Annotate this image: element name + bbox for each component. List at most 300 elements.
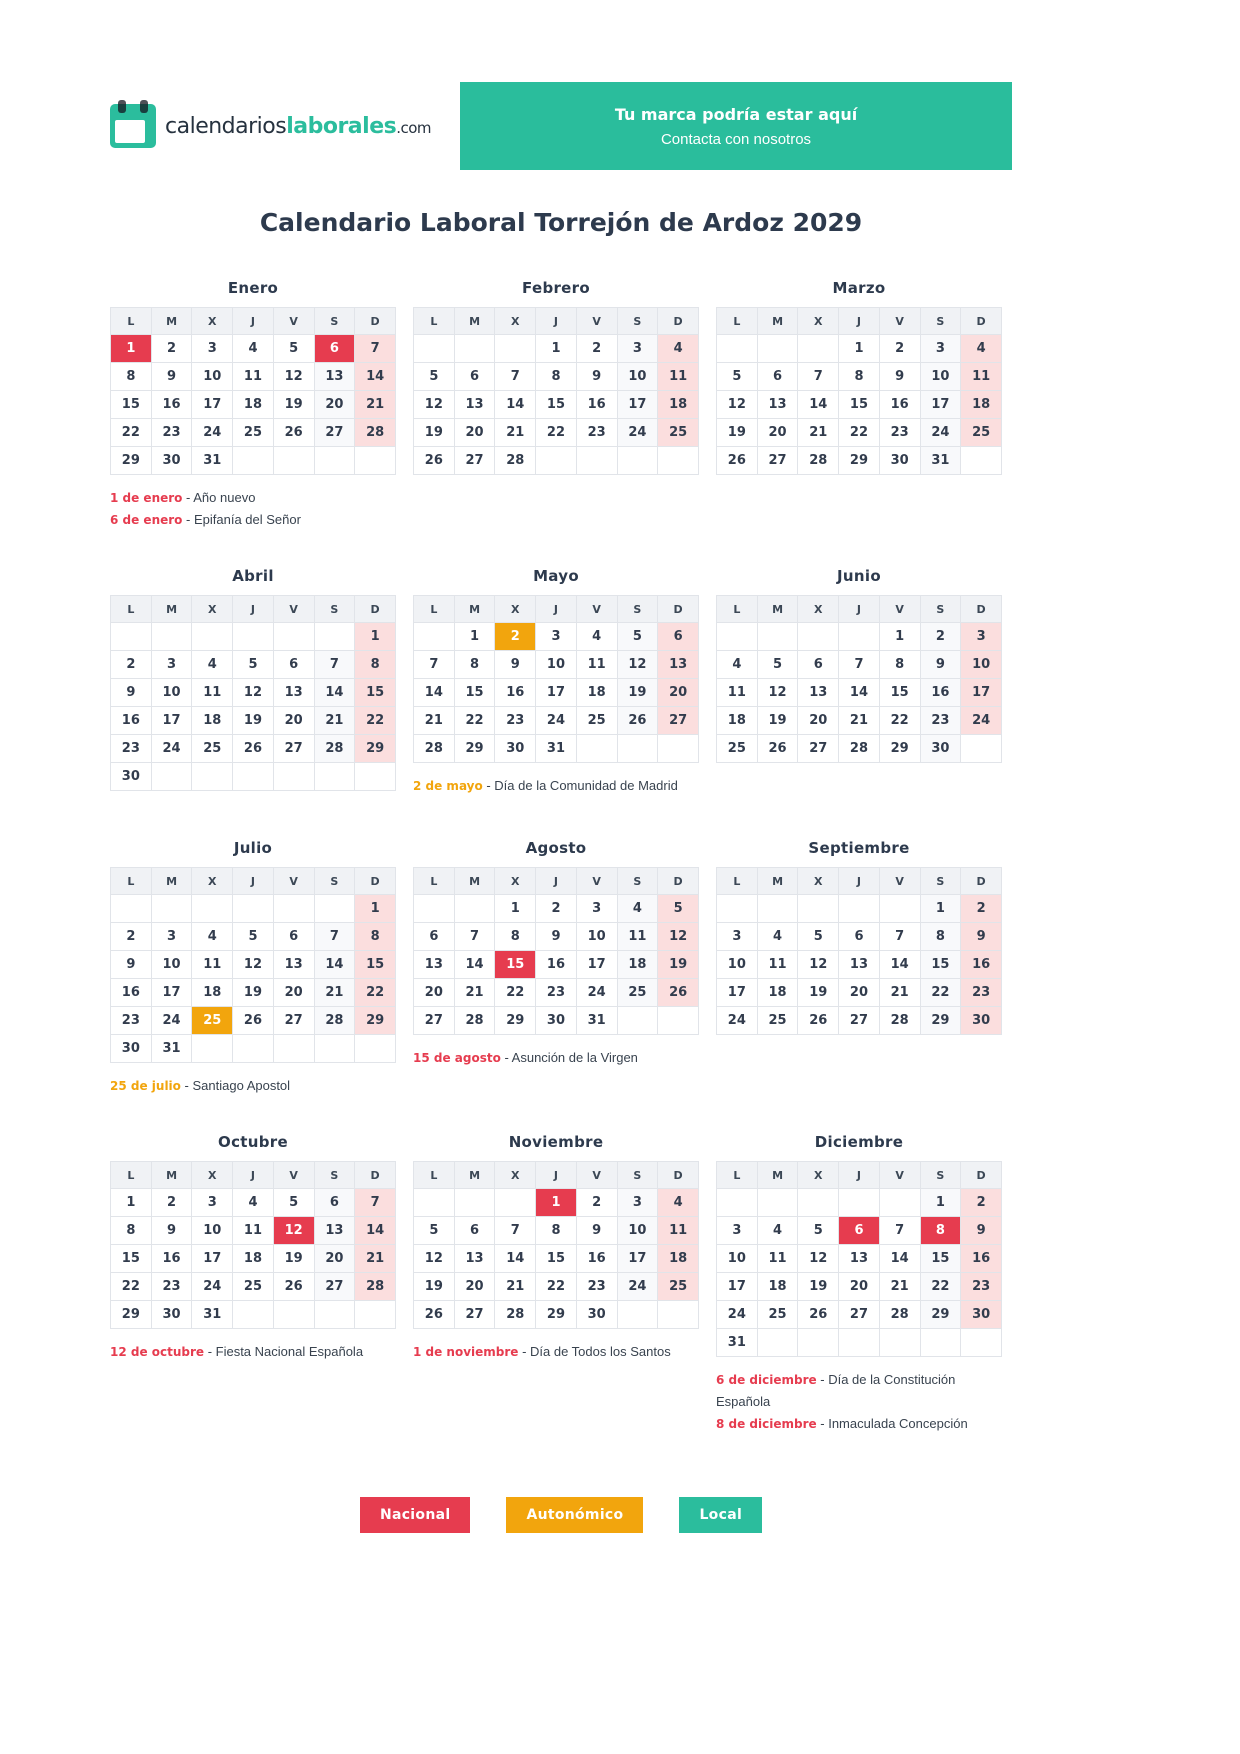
day-cell: 2: [961, 895, 1002, 923]
holiday-note-text: - Epifanía del Señor: [182, 512, 301, 527]
day-cell: 14: [355, 1217, 396, 1245]
day-cell: 2: [879, 335, 920, 363]
month-section: [716, 839, 1002, 1047]
empty-cell: [273, 1301, 314, 1329]
empty-cell: [798, 1189, 839, 1217]
day-cell: 22: [111, 419, 152, 447]
day-cell: 10: [920, 363, 961, 391]
day-cell: 5: [233, 923, 274, 951]
day-cell: 2: [495, 623, 536, 651]
month-section: [716, 567, 1002, 775]
empty-cell: [717, 335, 758, 363]
day-cell: 27: [454, 447, 495, 475]
day-cell: 16: [879, 391, 920, 419]
day-cell: 15: [111, 391, 152, 419]
weekday-header: L: [111, 596, 152, 623]
weekday-row: [414, 1162, 699, 1189]
weekday-header: X: [798, 1162, 839, 1189]
day-cell: 10: [961, 651, 1002, 679]
day-cell: 25: [233, 1273, 274, 1301]
empty-cell: [495, 335, 536, 363]
day-cell: 5: [414, 363, 455, 391]
empty-cell: [192, 623, 233, 651]
empty-cell: [879, 1329, 920, 1357]
day-cell: 21: [454, 979, 495, 1007]
day-cell: 15: [920, 951, 961, 979]
day-cell: 3: [536, 623, 577, 651]
day-cell: 26: [717, 447, 758, 475]
day-cell: 24: [151, 1007, 192, 1035]
weekday-header: J: [233, 596, 274, 623]
weekday-header: J: [839, 1162, 880, 1189]
day-cell: 30: [961, 1301, 1002, 1329]
day-cell: 23: [111, 735, 152, 763]
empty-cell: [617, 447, 658, 475]
day-cell: 17: [151, 707, 192, 735]
logo-part-com: .com: [396, 118, 432, 137]
day-cell: 22: [355, 979, 396, 1007]
day-cell: 2: [111, 923, 152, 951]
day-cell: 15: [536, 391, 577, 419]
empty-cell: [314, 763, 355, 791]
day-cell: 13: [273, 951, 314, 979]
week-row: [414, 391, 699, 419]
day-cell: 8: [495, 923, 536, 951]
empty-cell: [757, 1329, 798, 1357]
day-cell: 5: [273, 335, 314, 363]
week-row: [717, 335, 1002, 363]
day-cell: 29: [111, 447, 152, 475]
day-cell: 23: [151, 419, 192, 447]
empty-cell: [717, 895, 758, 923]
day-cell: 30: [495, 735, 536, 763]
legend-button-local[interactable]: Local: [679, 1497, 762, 1533]
month-weeks: [414, 895, 699, 1035]
day-cell: 20: [798, 707, 839, 735]
day-cell: 31: [576, 1007, 617, 1035]
day-cell: 16: [536, 951, 577, 979]
weekday-row: [414, 868, 699, 895]
day-cell: 7: [839, 651, 880, 679]
month-title: Diciembre: [814, 1133, 904, 1151]
day-cell: 13: [454, 1245, 495, 1273]
week-row: [414, 1007, 699, 1035]
page-content: [110, 0, 1012, 1653]
weekday-header: S: [314, 1162, 355, 1189]
day-cell: 18: [617, 951, 658, 979]
weekday-header: X: [192, 308, 233, 335]
holiday-note-date: 8 de diciembre: [716, 1417, 817, 1431]
day-cell: 31: [192, 1301, 233, 1329]
month-table: [413, 595, 699, 763]
empty-cell: [314, 1035, 355, 1063]
day-cell: 14: [879, 1245, 920, 1273]
weekday-header: L: [717, 1162, 758, 1189]
day-cell: 14: [495, 391, 536, 419]
month-table: [716, 1161, 1002, 1357]
day-cell: 12: [273, 363, 314, 391]
weekday-row: [111, 868, 396, 895]
day-cell: 25: [757, 1301, 798, 1329]
day-cell: 26: [233, 1007, 274, 1035]
day-cell: 18: [576, 679, 617, 707]
day-cell: 16: [495, 679, 536, 707]
day-cell: 17: [151, 979, 192, 1007]
day-cell: 26: [658, 979, 699, 1007]
holiday-note: [413, 775, 699, 797]
day-cell: 19: [273, 1245, 314, 1273]
empty-cell: [658, 1301, 699, 1329]
day-cell: 14: [314, 679, 355, 707]
weekday-header: X: [495, 868, 536, 895]
empty-cell: [576, 735, 617, 763]
day-cell: 9: [151, 1217, 192, 1245]
day-cell: 2: [920, 623, 961, 651]
weekday-header: S: [314, 308, 355, 335]
empty-cell: [757, 1189, 798, 1217]
day-cell: 7: [454, 923, 495, 951]
day-cell: 8: [879, 651, 920, 679]
weekday-header: V: [273, 596, 314, 623]
weekday-header: S: [617, 596, 658, 623]
day-cell: 11: [717, 679, 758, 707]
day-cell: 31: [717, 1329, 758, 1357]
day-cell: 23: [536, 979, 577, 1007]
day-cell: 16: [576, 391, 617, 419]
week-row: [111, 651, 396, 679]
day-cell: 22: [920, 979, 961, 1007]
empty-cell: [576, 447, 617, 475]
day-cell: 6: [839, 923, 880, 951]
day-cell: 25: [658, 1273, 699, 1301]
day-cell: 27: [658, 707, 699, 735]
day-cell: 4: [757, 923, 798, 951]
day-cell: 25: [192, 1007, 233, 1035]
month-title: Noviembre: [508, 1133, 604, 1151]
day-cell: 11: [233, 363, 274, 391]
holiday-note-date: 25 de julio: [110, 1079, 181, 1093]
day-cell: 27: [454, 1301, 495, 1329]
day-cell: 26: [757, 735, 798, 763]
month-weeks: [111, 895, 396, 1063]
day-cell: 25: [717, 735, 758, 763]
empty-cell: [658, 735, 699, 763]
weekday-row: [717, 868, 1002, 895]
day-cell: 14: [454, 951, 495, 979]
day-cell: 26: [233, 735, 274, 763]
empty-cell: [355, 1301, 396, 1329]
day-cell: 25: [658, 419, 699, 447]
day-cell: 19: [798, 979, 839, 1007]
day-cell: 22: [839, 419, 880, 447]
empty-cell: [414, 895, 455, 923]
day-cell: 19: [414, 1273, 455, 1301]
day-cell: 4: [658, 1189, 699, 1217]
month-title: Marzo: [832, 279, 886, 297]
day-cell: 26: [414, 447, 455, 475]
empty-cell: [961, 447, 1002, 475]
day-cell: 12: [798, 1245, 839, 1273]
day-cell: 21: [355, 391, 396, 419]
empty-cell: [314, 1301, 355, 1329]
empty-cell: [757, 623, 798, 651]
day-cell: 20: [757, 419, 798, 447]
empty-cell: [233, 895, 274, 923]
month-notes: [110, 1341, 396, 1363]
day-cell: 20: [314, 391, 355, 419]
month-section: [110, 1133, 396, 1363]
weekday-header: J: [839, 868, 880, 895]
day-cell: 28: [454, 1007, 495, 1035]
day-cell: 3: [717, 1217, 758, 1245]
day-cell: 11: [617, 923, 658, 951]
weekday-header: M: [454, 868, 495, 895]
day-cell: 20: [454, 419, 495, 447]
empty-cell: [273, 895, 314, 923]
day-cell: 12: [273, 1217, 314, 1245]
month-section: [716, 279, 1002, 487]
month-section: [110, 567, 396, 803]
day-cell: 23: [576, 419, 617, 447]
day-cell: 21: [839, 707, 880, 735]
empty-cell: [617, 735, 658, 763]
day-cell: 28: [839, 735, 880, 763]
day-cell: 11: [658, 1217, 699, 1245]
day-cell: 7: [355, 335, 396, 363]
weekday-header: D: [355, 1162, 396, 1189]
day-cell: 12: [757, 679, 798, 707]
day-cell: 28: [879, 1007, 920, 1035]
week-row: [414, 447, 699, 475]
month-table: [110, 1161, 396, 1329]
weekday-header: D: [658, 868, 699, 895]
day-cell: 18: [233, 391, 274, 419]
week-row: [414, 1245, 699, 1273]
empty-cell: [273, 447, 314, 475]
month-weeks: [717, 1189, 1002, 1357]
legend-button-autonomic[interactable]: Autonómico: [506, 1497, 643, 1533]
empty-cell: [798, 623, 839, 651]
holiday-note: [716, 1369, 1002, 1413]
week-row: [717, 1273, 1002, 1301]
week-row: [111, 1189, 396, 1217]
day-cell: 23: [495, 707, 536, 735]
weekday-header: J: [839, 596, 880, 623]
week-row: [717, 651, 1002, 679]
day-cell: 5: [798, 923, 839, 951]
banner-headline: Tu marca podría estar aquí: [614, 104, 858, 124]
day-cell: 30: [536, 1007, 577, 1035]
weekday-header: S: [314, 596, 355, 623]
day-cell: 8: [111, 1217, 152, 1245]
day-cell: 15: [495, 951, 536, 979]
day-cell: 23: [151, 1273, 192, 1301]
day-cell: 29: [920, 1007, 961, 1035]
month-section: [413, 567, 699, 797]
week-row: [717, 707, 1002, 735]
week-row: [111, 979, 396, 1007]
empty-cell: [454, 335, 495, 363]
week-row: [414, 679, 699, 707]
day-cell: 18: [658, 1245, 699, 1273]
day-cell: 10: [536, 651, 577, 679]
month-weeks: [111, 1189, 396, 1329]
day-cell: 6: [454, 1217, 495, 1245]
week-row: [414, 735, 699, 763]
day-cell: 29: [920, 1301, 961, 1329]
day-cell: 4: [576, 623, 617, 651]
day-cell: 1: [454, 623, 495, 651]
week-row: [717, 1245, 1002, 1273]
week-row: [717, 1301, 1002, 1329]
day-cell: 21: [414, 707, 455, 735]
day-cell: 16: [576, 1245, 617, 1273]
day-cell: 7: [495, 363, 536, 391]
weekday-header: L: [717, 596, 758, 623]
day-cell: 5: [617, 623, 658, 651]
weekday-header: J: [233, 868, 274, 895]
day-cell: 8: [920, 1217, 961, 1245]
site-logo[interactable]: [110, 82, 431, 170]
day-cell: 11: [233, 1217, 274, 1245]
week-row: [414, 419, 699, 447]
weekday-header: V: [879, 596, 920, 623]
legend-button-national[interactable]: Nacional: [360, 1497, 471, 1533]
day-cell: 4: [757, 1217, 798, 1245]
holiday-note-text: - Asunción de la Virgen: [500, 1050, 638, 1065]
day-cell: 22: [111, 1273, 152, 1301]
month-table: [413, 307, 699, 475]
months-grid: [110, 279, 1012, 1435]
day-cell: 18: [192, 979, 233, 1007]
month-weeks: [111, 335, 396, 475]
ad-banner[interactable]: [460, 82, 1012, 170]
day-cell: 1: [839, 335, 880, 363]
day-cell: 2: [961, 1189, 1002, 1217]
holiday-note: [110, 487, 396, 509]
day-cell: 26: [414, 1301, 455, 1329]
day-cell: 23: [879, 419, 920, 447]
day-cell: 19: [233, 979, 274, 1007]
banner-contact-link[interactable]: Contacta con nosotros: [660, 130, 812, 148]
day-cell: 7: [314, 923, 355, 951]
holiday-note-text: - Fiesta Nacional Española: [204, 1344, 364, 1359]
weekday-header: M: [757, 1162, 798, 1189]
holiday-note: [413, 1047, 699, 1069]
day-cell: 3: [961, 623, 1002, 651]
empty-cell: [273, 763, 314, 791]
day-cell: 14: [798, 391, 839, 419]
empty-cell: [314, 623, 355, 651]
empty-cell: [355, 763, 396, 791]
week-row: [111, 419, 396, 447]
empty-cell: [798, 335, 839, 363]
month-weeks: [414, 623, 699, 763]
day-cell: 8: [454, 651, 495, 679]
weekday-header: L: [111, 308, 152, 335]
day-cell: 9: [111, 951, 152, 979]
day-cell: 11: [576, 651, 617, 679]
weekday-header: X: [495, 308, 536, 335]
holiday-note-text: - Día de la Constitución Española: [716, 1372, 956, 1409]
day-cell: 3: [151, 651, 192, 679]
day-cell: 6: [757, 363, 798, 391]
day-cell: 30: [961, 1007, 1002, 1035]
day-cell: 24: [192, 1273, 233, 1301]
week-row: [717, 895, 1002, 923]
month-table: [110, 595, 396, 791]
day-cell: 3: [192, 335, 233, 363]
day-cell: 30: [151, 1301, 192, 1329]
day-cell: 17: [536, 679, 577, 707]
day-cell: 27: [798, 735, 839, 763]
month-notes: [110, 1075, 396, 1097]
weekday-header: D: [355, 868, 396, 895]
week-row: [414, 363, 699, 391]
week-row: [717, 391, 1002, 419]
empty-cell: [192, 1035, 233, 1063]
day-cell: 1: [920, 1189, 961, 1217]
day-cell: 25: [757, 1007, 798, 1035]
day-cell: 11: [757, 1245, 798, 1273]
day-cell: 22: [454, 707, 495, 735]
day-cell: 19: [233, 707, 274, 735]
day-cell: 27: [273, 1007, 314, 1035]
day-cell: 29: [111, 1301, 152, 1329]
week-row: [414, 1273, 699, 1301]
day-cell: 4: [658, 335, 699, 363]
day-cell: 9: [961, 1217, 1002, 1245]
day-cell: 30: [111, 763, 152, 791]
weekday-header: M: [757, 308, 798, 335]
month-title: Junio: [837, 567, 881, 585]
day-cell: 12: [414, 1245, 455, 1273]
day-cell: 14: [495, 1245, 536, 1273]
day-cell: 3: [617, 1189, 658, 1217]
week-row: [414, 623, 699, 651]
week-row: [111, 391, 396, 419]
day-cell: 13: [839, 951, 880, 979]
day-cell: 3: [192, 1189, 233, 1217]
day-cell: 8: [839, 363, 880, 391]
weekday-header: L: [717, 308, 758, 335]
day-cell: 7: [314, 651, 355, 679]
empty-cell: [961, 735, 1002, 763]
day-cell: 21: [314, 979, 355, 1007]
day-cell: 15: [920, 1245, 961, 1273]
weekday-header: X: [798, 596, 839, 623]
weekday-header: M: [454, 308, 495, 335]
day-cell: 19: [757, 707, 798, 735]
day-cell: 14: [414, 679, 455, 707]
month-notes: [413, 1047, 699, 1069]
weekday-header: D: [961, 868, 1002, 895]
day-cell: 5: [717, 363, 758, 391]
day-cell: 17: [717, 1273, 758, 1301]
day-cell: 31: [920, 447, 961, 475]
weekday-header: S: [920, 868, 961, 895]
weekday-header: X: [192, 868, 233, 895]
calendar-logo-icon: [110, 104, 156, 148]
empty-cell: [839, 1329, 880, 1357]
month-title: Octubre: [218, 1133, 288, 1151]
day-cell: 12: [233, 679, 274, 707]
empty-cell: [879, 1189, 920, 1217]
day-cell: 21: [314, 707, 355, 735]
weekday-header: M: [151, 596, 192, 623]
week-row: [717, 735, 1002, 763]
day-cell: 30: [111, 1035, 152, 1063]
